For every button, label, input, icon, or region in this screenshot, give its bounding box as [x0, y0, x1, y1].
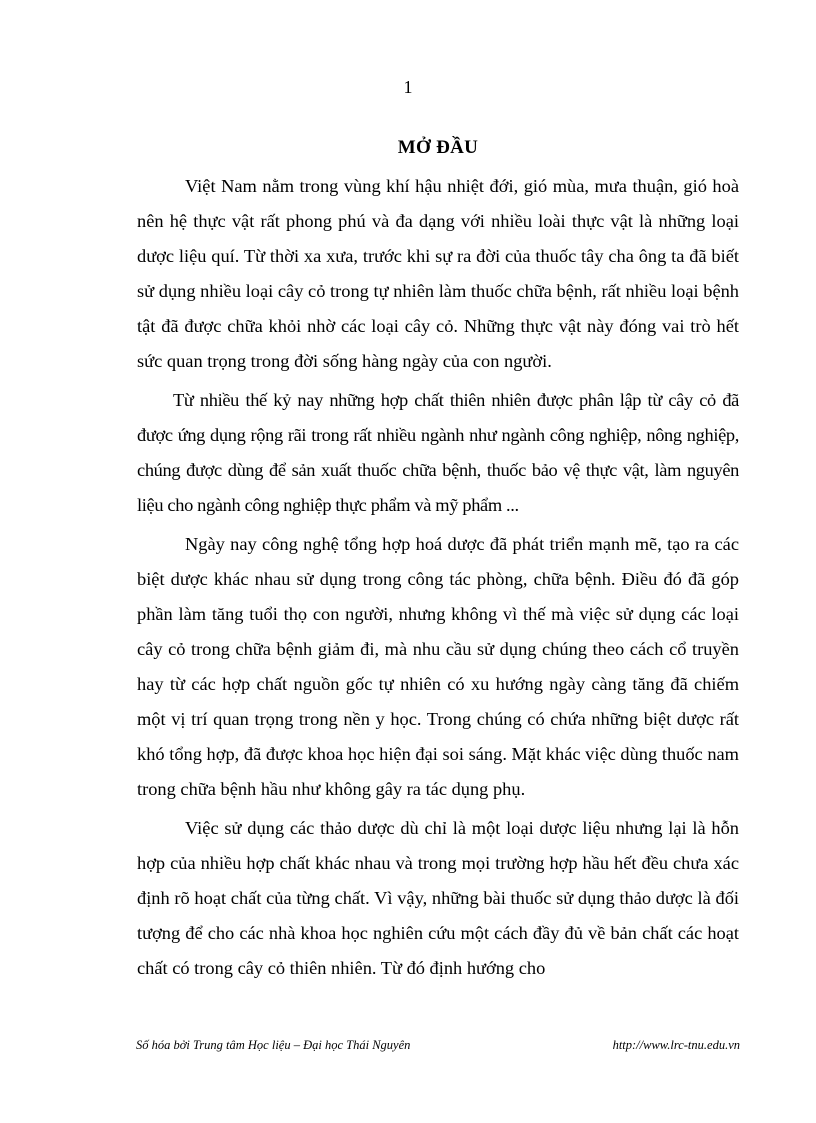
footer-url[interactable]: http://www.lrc-tnu.edu.vn	[612, 1038, 740, 1052]
paragraph-3: Ngày nay công nghệ tổng hợp hoá dược đã phát triển mạnh mẽ, tạo ra các biệt dược khác nhau sử dụng trong công tác phòng, chữa bệnh. Điều đó đã góp phần làm tăng tuổi thọ con người, nhưng không vì thế mà việc sử dụng các loại cây cỏ trong chữa bệnh giảm đi, mà nhu cầu sử dụng chúng theo cách cổ truyền hay từ các hợp chất nguồn gốc tự nhiên có xu hướng ngày càng tăng đã chiếm một vị trí quan trọng trong nền y học. Trong chúng có chứa những biệt dược rất khó tổng hợp, đã được khoa học hiện đại soi sáng. Mặt khác việc dùng thuốc nam trong chữa bệnh hầu như không gây ra tác dụng phụ.	[137, 534, 739, 799]
body-text	[137, 169, 739, 986]
paragraph-1: Việt Nam nằm trong vùng khí hậu nhiệt đới, gió mùa, mưa thuận, gió hoà nên hệ thực vật rất phong phú và đa dạng với nhiều loài thực vật là những loại dược liệu quí. Từ thời xa xưa, trước khi sự ra đời của thuốc tây cha ông ta đã biết sử dụng nhiều loại cây cỏ trong tự nhiên làm thuốc chữa bệnh, rất nhiều loại bệnh tật đã được chữa khỏi nhờ các loại cây cỏ. Những thực vật này đóng vai trò hết sức quan trọng trong đời sống hàng ngày của con người.	[137, 176, 739, 371]
page-title: MỞ ĐẦU	[397, 137, 479, 158]
paragraph-2: Từ nhiều thế kỷ nay những hợp chất thiên nhiên được phân lập từ cây cỏ đã được ứng dụng rộng rãi trong rất nhiều ngành như ngành công nghiệp, nông nghiệp, chúng được dùng để sản xuất thuốc chữa bệnh, thuốc bảo vệ thực vật, làm nguyên liệu cho ngành công nghiệp thực phẩm và mỹ phẩm ...	[137, 390, 739, 515]
footer-source: Số hóa bởi Trung tâm Học liệu – Đại học Thái Nguyên	[136, 1038, 411, 1052]
page-number: 1	[403, 77, 413, 97]
paragraph-4: Việc sử dụng các thảo dược dù chỉ là một loại dược liệu nhưng lại là hỗn hợp của nhiều hợp chất khác nhau và trong mọi trường hợp hầu hết đều chưa xác định rõ hoạt chất của từng chất. Vì vậy, những bài thuốc sử dụng thảo dược là đối tượng để cho các nhà khoa học nghiên cứu một cách đầy đủ về bản chất các hoạt chất có trong cây cỏ thiên nhiên. Từ đó định hướng cho	[137, 818, 739, 978]
